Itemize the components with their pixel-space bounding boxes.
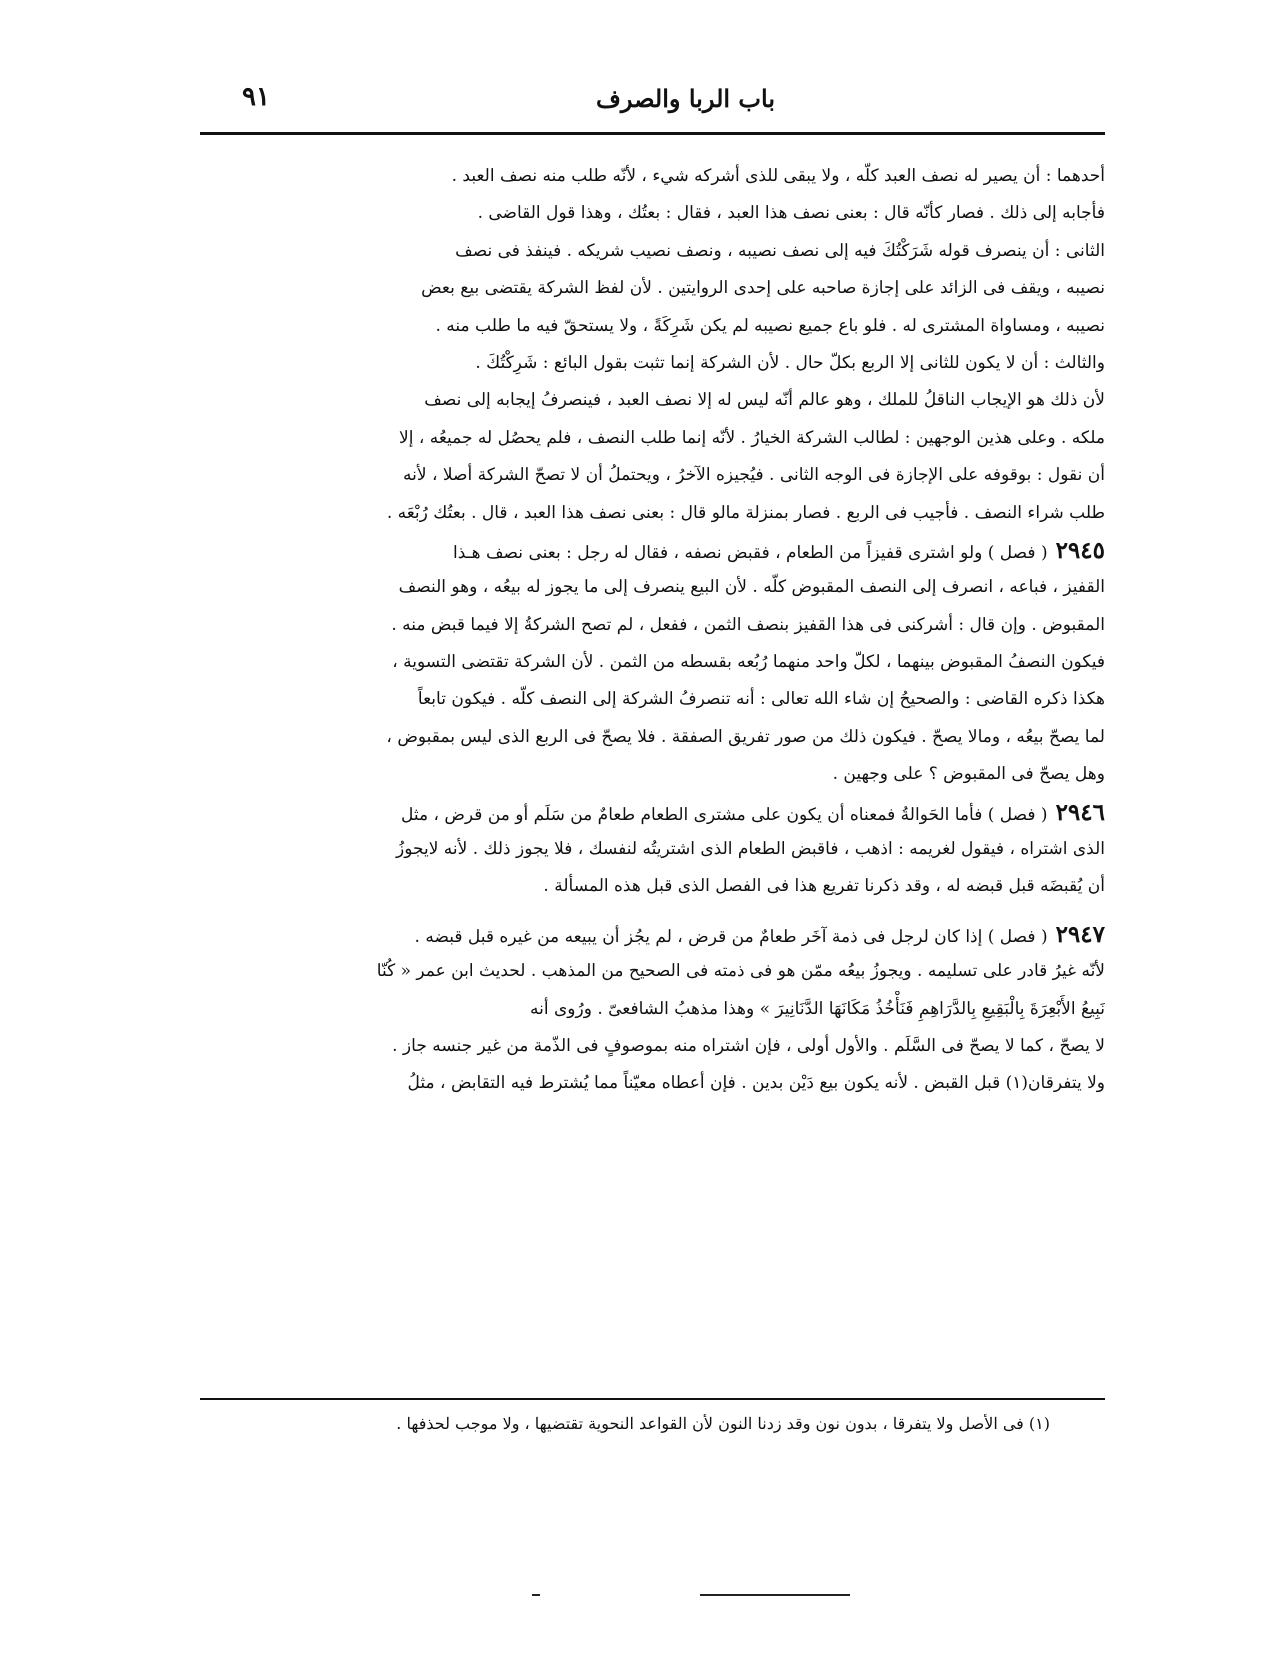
text-line: أن نقول : بوقوفه على الإجازة فى الوجه الثانى . فيُجيزه الآخرُ ، ويحتملُ أن لا تصحّ الشركة أصلا ، لأنه (403, 465, 1105, 486)
text-line: وهل يصحّ فى المقبوض ؟ على وجهين . (832, 764, 1105, 785)
footnote-rule (200, 1398, 1105, 1400)
section-2945-first-line (200, 532, 1105, 569)
section-gap (200, 906, 1105, 916)
text-line: ملكه . وعلى هذين الوجهين : لطالب الشركة الخيارُ . لأنّه إنما طلب النصف ، فلم يحصُل له جميعُه ، إلا (399, 427, 1105, 448)
bottom-mark-short (532, 1594, 540, 1596)
text-line: نصيبه ، ويقف فى الزائد على إجازة صاحبه على إحدى الروايتين . لأن لفظ الشركة يقتضى بيع بعض (421, 278, 1105, 299)
header-rule (200, 132, 1105, 135)
footnote: (١) فى الأصل ولا يتفرقا ، بدون نون وقد زدنا النون لأن القواعد النحوية تقتضيها ، ولا موجب لحذفها . (396, 1414, 1050, 1433)
text-line: أحدهما : أن يصير له نصف العبد كلّه ، ولا يبقى للذى أشركه شيء ، لأنّه طلب منه نصف العبد . (451, 166, 1105, 186)
text-line: ( فصل ) ولو اشترى قفيزاً من الطعام ، فقبض نصفه ، فقال له رجل : بعنى نصف هـذا (452, 542, 1048, 563)
text-line: ( فصل ) فأما الحَوالةُ فمعناه أن يكون على مشترى الطعام طعامٌ من سَلَم أو من قرض ، مثل (400, 804, 1048, 825)
text-line: المقبوض . وإن قال : أشركنى فى هذا القفيز بنصف الثمن ، ففعل ، لم تصح الشركةُ إلا فيما قبض منه . (391, 614, 1105, 635)
text-line: نَبِيعُ الأَبْعِرَةَ بِالْبَقِيعِ بِالدَّرَاهِمِ فَنَأْخُذُ مَكَانَهَا الدَّنَانِيرَ » وهذا مذهبُ الشافعىّ . ورُوى أنه (530, 998, 1105, 1019)
text-line: لأن ذلك هو الإيجاب الناقلُ للملك ، وهو عالم أنّه ليس له إلا نصف العبد ، فينصرفُ إيجابه إلى نصف (424, 390, 1105, 411)
text-line: الذى اشتراه ، فيقول لغريمه : اذهب ، فاقبض الطعام الذى اشتريتُه لنفسك ، فلا يجوز ذلك . لأنه لايجوزُ (396, 839, 1105, 860)
page-header (200, 80, 1105, 124)
text-line: والثالث : أن لا يكون للثانى إلا الربع بكلّ حال . لأن الشركة إنما تثبت بقول البائع : شَرِكْتُكَ . (475, 352, 1105, 373)
bottom-mark-long (700, 1594, 850, 1596)
section-number: ٢٩٤٧ (1055, 920, 1105, 948)
text-line: لأنّه غيرُ قادر على تسليمه . ويجوزُ بيعُه ممّن هو فى ذمته فى الصحيح من المذهب . لحديث ابن عمر « كُنّا (376, 961, 1105, 982)
text-line: القفيز ، فباعه ، انصرف إلى النصف المقبوض كلّه . لأن البيع ينصرف إلى ما يجوز له بيعُه ، وهو النصف (398, 577, 1105, 598)
text-line: فيكون النصفُ المقبوض بينهما ، لكلّ واحد منهما رُبُعه بقسطه من الثمن . لأن الشركة تقتضى التسوية ، (392, 652, 1105, 673)
text-line: لا يصحّ ، كما لا يصحّ فى السَّلَم . والأول أولى ، فإن اشتراه منه بموصوفٍ فى الذّمة من غير جنسه جاز . (392, 1035, 1105, 1056)
text-line: الثانى : أن ينصرف قوله شَرَكْتُكَ فيه إلى نصف نصيبه ، ونصف نصيب شريكه . فينفذ فى نصف (455, 240, 1105, 261)
section-2946-first-line (200, 794, 1105, 831)
section-number: ٢٩٤٦ (1055, 798, 1105, 826)
page-number: ٩١ (242, 82, 270, 112)
text-line: ( فصل ) إذا كان لرجل فى ذمة آخَر طعامٌ من قرض ، لم يجُز أن يبيعه من غيره قبل قبضه . (414, 926, 1048, 947)
text-line: لما يصحّ بيعُه ، ومالا يصحّ . فيكون ذلك من صور تفريق الصفقة . فلا يصحّ فى الربع الذى ليس بمقبوض ، (386, 726, 1105, 747)
text-line: أن يُقبضَه قبل قبضه له ، وقد ذكرنا تفريع هذا فى الفصل الذى قبل هذه المسألة . (543, 876, 1105, 897)
text-line: نصيبه ، ومساواة المشترى له . فلو باع جميع نصيبه لم يكن شَرِكَةً ، ولا يستحقّ فيه ما طلب منه . (435, 315, 1105, 336)
section-number: ٢٩٤٥ (1055, 536, 1105, 564)
running-title: باب الربا والصرف (595, 84, 775, 113)
text-line: فأجابه إلى ذلك . فصار كأنّه قال : بعنى نصف هذا العبد ، فقال : بعتُك ، وهذا قول القاضى . (477, 203, 1105, 224)
body-text (200, 158, 1105, 1103)
section-2947-first-line (200, 916, 1105, 953)
text-line: هكذا ذكره القاضى : والصحيحُ إن شاء الله تعالى : أنه تنصرفُ الشركة إلى النصف كلّه . فيكون تابعاً (417, 689, 1105, 710)
text-line: طلب شراء النصف . فأجيب فى الربع . فصار بمنزلة مالو قال : بعنى نصف هذا العبد ، قال . بعتُك رُبْعَه . (386, 502, 1105, 523)
text-line: ولا يتفرقان(١) قبل القبض . لأنه يكون بيع دَيْن بدين . فإن أعطاه معيّناً مما يُشترط فيه التقابض ، مثلُ (407, 1073, 1105, 1094)
